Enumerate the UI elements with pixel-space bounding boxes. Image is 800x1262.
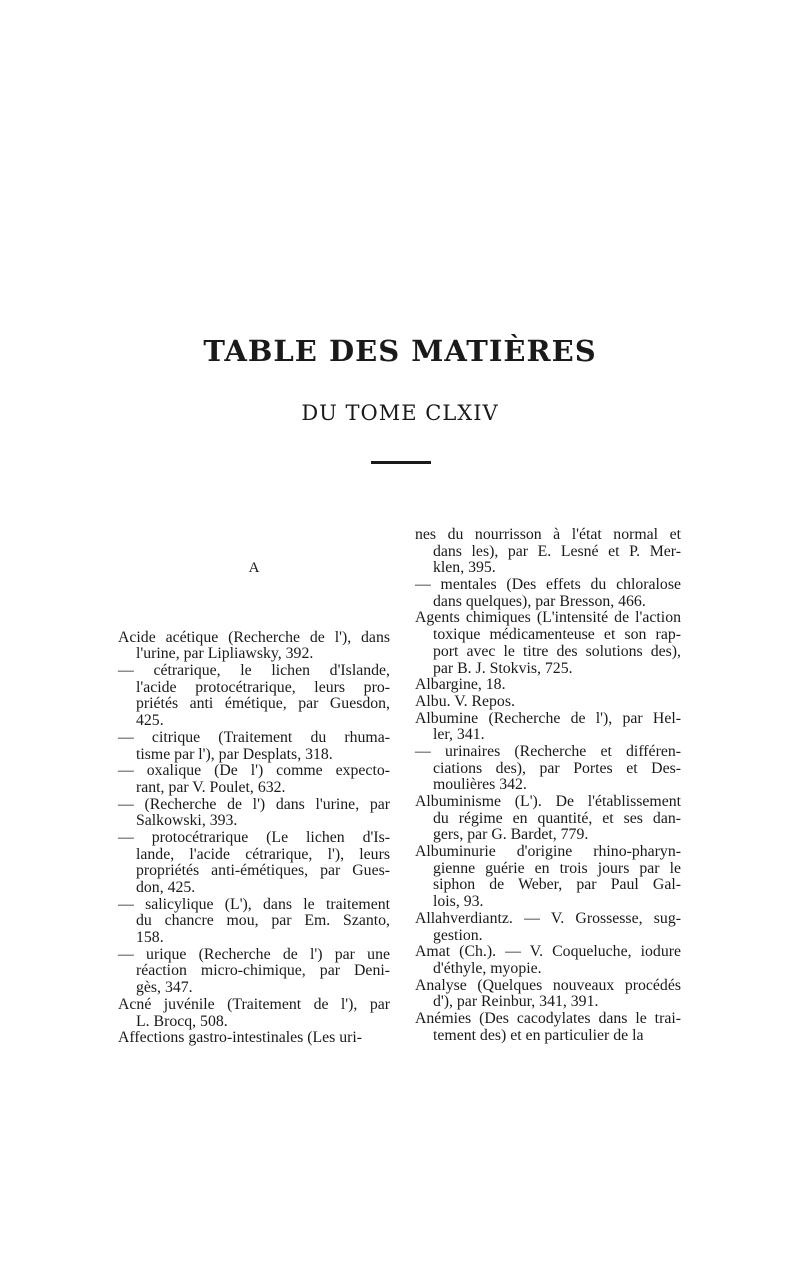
index-entry — [415, 694, 681, 711]
entry-line: l'urine, par Lipliawsky, 392. — [136, 645, 314, 663]
index-entry — [415, 844, 681, 911]
index-entry — [118, 630, 390, 663]
entry-line: propriétés anti-émétiques, par Gues- — [136, 862, 390, 880]
entry-line: 425. — [136, 712, 164, 730]
section-letter: A — [248, 560, 260, 576]
index-entry — [415, 577, 681, 610]
entry-line: rant, par V. Poulet, 632. — [136, 778, 286, 796]
entry-line: Acné juvénile (Traitement de l'), par — [118, 995, 390, 1013]
left-column — [118, 560, 390, 1047]
entry-line: ler, 341. — [433, 726, 485, 744]
entry-line: d'), par Reinbur, 341, 391. — [433, 993, 599, 1011]
index-entry — [118, 730, 390, 763]
index-entry — [415, 978, 681, 1011]
entry-line: Albu. V. Repos. — [415, 692, 515, 710]
entry-line: Albumine (Recherche de l'), par Hel- — [415, 709, 681, 727]
index-entry — [415, 1011, 681, 1044]
right-column — [415, 527, 681, 1044]
entry-line: dans quelques), par Bresson, 466. — [433, 592, 646, 610]
index-entry — [118, 830, 390, 897]
title-rule — [371, 461, 431, 464]
index-entry — [415, 527, 681, 577]
entry-line: Salkowski, 393. — [136, 812, 238, 830]
entry-line: d'éthyle, myopie. — [433, 959, 542, 977]
entry-line: — mentales (Des effets du chloralose — [415, 576, 681, 594]
entry-line: nes du nourrisson à l'état normal et — [415, 526, 681, 543]
index-entry — [118, 997, 390, 1030]
entry-line: — salicylique (L'), dans le traitement — [118, 895, 390, 913]
index-entry — [415, 711, 681, 744]
right-entries — [415, 527, 681, 1044]
entry-line: — citrique (Traitement du rhuma- — [118, 728, 390, 746]
entry-line: gestion. — [433, 926, 483, 944]
entry-line: — protocétrarique (Le lichen d'Is- — [118, 828, 390, 846]
index-entry — [118, 1030, 390, 1047]
index-entry — [118, 897, 390, 947]
index-entry — [415, 911, 681, 944]
entry-line: tement des) et en particulier de la — [433, 1026, 644, 1044]
entry-line: l'acide protocétrarique, leurs pro- — [136, 678, 390, 696]
entry-line: don, 425. — [136, 879, 196, 897]
entry-line: Acide acétique (Recherche de l'), dans — [118, 628, 390, 646]
entry-line: moulières 342. — [433, 776, 527, 794]
entry-line: du régime en quantité, et ses dan- — [433, 809, 681, 827]
entry-line: lois, 93. — [433, 893, 484, 911]
entry-line: gienne guérie en trois jours par le — [433, 859, 681, 877]
entry-line: du chancre mou, par Em. Szanto, — [136, 912, 390, 930]
page-subtitle: DU TOME CLXIV — [301, 401, 499, 425]
entry-line: dans les), par E. Lesné et P. Mer- — [433, 542, 681, 560]
entry-line: tisme par l'), par Desplats, 318. — [136, 745, 333, 763]
entry-line: Amat (Ch.). — V. Coqueluche, iodure — [415, 943, 681, 961]
entry-line: réaction micro-chimique, par Deni- — [136, 962, 390, 980]
index-entry — [415, 794, 681, 844]
entry-line: — cétrarique, le lichen d'Islande, — [118, 662, 390, 680]
entry-line: Affections gastro-intestinales (Les uri- — [118, 1029, 363, 1047]
entry-line: lande, l'acide cétrarique, l'), leurs — [136, 845, 390, 863]
index-entry — [415, 744, 681, 794]
entry-line: Albuminisme (L'). De l'établissement — [415, 793, 681, 810]
entry-line: — (Recherche de l') dans l'urine, par — [118, 795, 390, 813]
entry-line: — oxalique (De l') comme expecto- — [118, 762, 390, 780]
entry-line: gers, par G. Bardet, 779. — [433, 826, 589, 844]
entry-line: 158. — [136, 929, 164, 947]
entry-line: Allahverdiantz. — V. Grossesse, sug- — [415, 909, 681, 927]
index-entry — [118, 797, 390, 830]
entry-line: Analyse (Quelques nouveaux procédés — [415, 976, 681, 994]
index-entry — [415, 677, 681, 694]
entry-line: priétés anti émétique, par Guesdon, — [136, 695, 390, 713]
entry-line: gès, 347. — [136, 979, 193, 997]
entry-line: Agents chimiques (L'intensité de l'action — [415, 609, 681, 627]
index-entry — [118, 763, 390, 796]
index-entry — [415, 610, 681, 677]
entry-line: par B. J. Stokvis, 725. — [433, 659, 573, 677]
entry-line: siphon de Weber, par Paul Gal- — [433, 876, 681, 894]
entry-line: Albuminurie d'origine rhino-pharyn- — [415, 843, 681, 861]
entry-line: Albargine, 18. — [415, 676, 506, 694]
entry-line: toxique médicamenteuse et son rap- — [433, 626, 681, 644]
page-title: TABLE DES MATIÈRES — [203, 334, 597, 368]
entry-line: L. Brocq, 508. — [136, 1012, 228, 1030]
index-entry — [118, 947, 390, 997]
entry-line: klen, 395. — [433, 559, 496, 577]
entry-line: — urinaires (Recherche et différen- — [415, 742, 681, 760]
entry-line: port avec le titre des solutions des), — [433, 642, 681, 660]
index-entry — [415, 944, 681, 977]
entry-line: ciations des), par Portes et Des- — [433, 759, 681, 777]
entry-line: — urique (Recherche de l') par une — [118, 945, 390, 963]
entry-line: Anémies (Des cacodylates dans le trai- — [415, 1009, 681, 1027]
left-entries — [118, 630, 390, 1047]
index-entry — [118, 663, 390, 730]
